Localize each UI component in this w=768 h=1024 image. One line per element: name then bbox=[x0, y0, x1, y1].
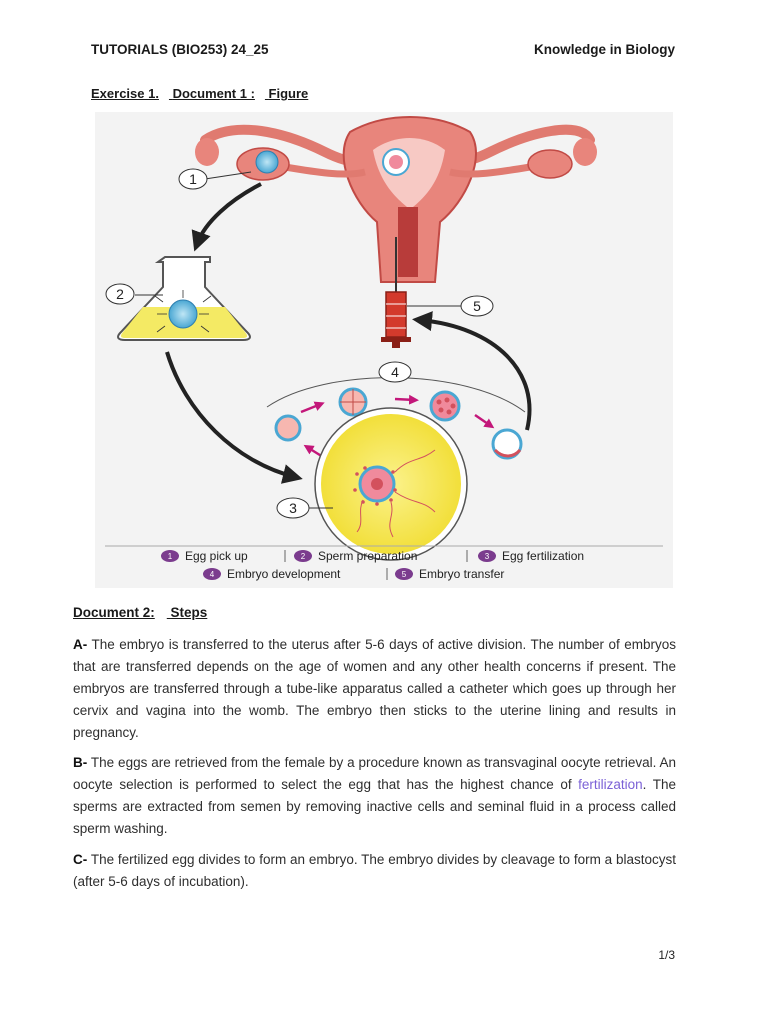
callout-4-number: 4 bbox=[391, 364, 399, 380]
paragraph-a-prefix: A- bbox=[73, 637, 88, 652]
callout-2-number: 2 bbox=[116, 286, 124, 302]
callout-1-number: 1 bbox=[189, 171, 197, 187]
legend-item-4 bbox=[203, 567, 341, 581]
document-2-number: Document 2: bbox=[73, 605, 155, 620]
callout-5-number: 5 bbox=[473, 298, 481, 314]
paragraph-a bbox=[73, 634, 676, 744]
document-type: Figure bbox=[268, 86, 309, 101]
ivf-figure bbox=[95, 112, 673, 588]
legend-item-1 bbox=[161, 549, 248, 563]
flask-illustration bbox=[118, 257, 250, 340]
paragraph-b-text-after: . The sperms are extracted from semen by removing inactive cells and seminal fluid in a process called sperm washing. bbox=[73, 777, 676, 836]
legend-label-1: Egg pick up bbox=[185, 549, 248, 563]
fertilization-cell bbox=[315, 408, 467, 560]
callout-3-number: 3 bbox=[289, 500, 297, 516]
legend-item-2 bbox=[294, 549, 417, 563]
legend-label-4: Embryo development bbox=[227, 567, 341, 581]
legend-label-3: Egg fertilization bbox=[502, 549, 585, 563]
paragraph-b-prefix: B- bbox=[73, 755, 88, 770]
paragraph-c-text: The fertilized egg divides to form an embryo. The embryo divides by cleavage to form a blastocyst (after 5-6 days of incubation). bbox=[73, 852, 677, 889]
legend-item-3 bbox=[478, 549, 584, 563]
paragraph-b bbox=[73, 752, 676, 840]
paragraph-b-text-before: The eggs are retrieved from the female by a procedure known as transvaginal oocyte retrieval. An oocyte selection is performed to select the egg that has the highest chance of bbox=[73, 755, 676, 792]
paragraph-c bbox=[73, 849, 676, 893]
arrow-prep-to-fertilization bbox=[167, 352, 295, 477]
ivf-diagram bbox=[95, 112, 673, 588]
legend-badge-5: 5 bbox=[401, 570, 407, 579]
document-2-type: Steps bbox=[170, 605, 208, 620]
header-subject: Knowledge in Biology bbox=[534, 42, 675, 57]
development-arc bbox=[267, 378, 525, 412]
page-number: 1/3 bbox=[658, 948, 675, 962]
document-number: Document 1 : bbox=[172, 86, 255, 101]
paragraph-a-text: The embryo is transferred to the uterus after 5-6 days of active division. The number of embryos that are transferred depends on the age of women and any other health concerns if present. The embryos are transferred through a tube-like apparatus called a catheter which goes up through her cervix and vagina into the womb. The embryo then sticks to the uterine lining and results in pregnancy. bbox=[73, 637, 676, 740]
exercise-title bbox=[91, 86, 318, 101]
header-course-title: TUTORIALS (BIO253) 24_25 bbox=[91, 42, 269, 57]
legend-badge-3: 3 bbox=[484, 552, 490, 561]
paragraph-c-prefix: C- bbox=[73, 852, 88, 867]
legend-label-2: Sperm preparation bbox=[318, 549, 418, 563]
document-2-title bbox=[73, 605, 219, 620]
fertilization-link[interactable]: fertilization bbox=[578, 777, 643, 792]
exercise-number: Exercise 1. bbox=[91, 86, 159, 101]
legend-badge-1: 1 bbox=[167, 552, 173, 561]
figure-legend bbox=[161, 549, 584, 581]
legend-badge-2: 2 bbox=[300, 552, 306, 561]
arrow-pickup-to-prep bbox=[197, 184, 261, 244]
legend-badge-4: 4 bbox=[209, 570, 215, 579]
legend-label-5: Embryo transfer bbox=[419, 567, 505, 581]
legend-item-5 bbox=[395, 567, 504, 581]
